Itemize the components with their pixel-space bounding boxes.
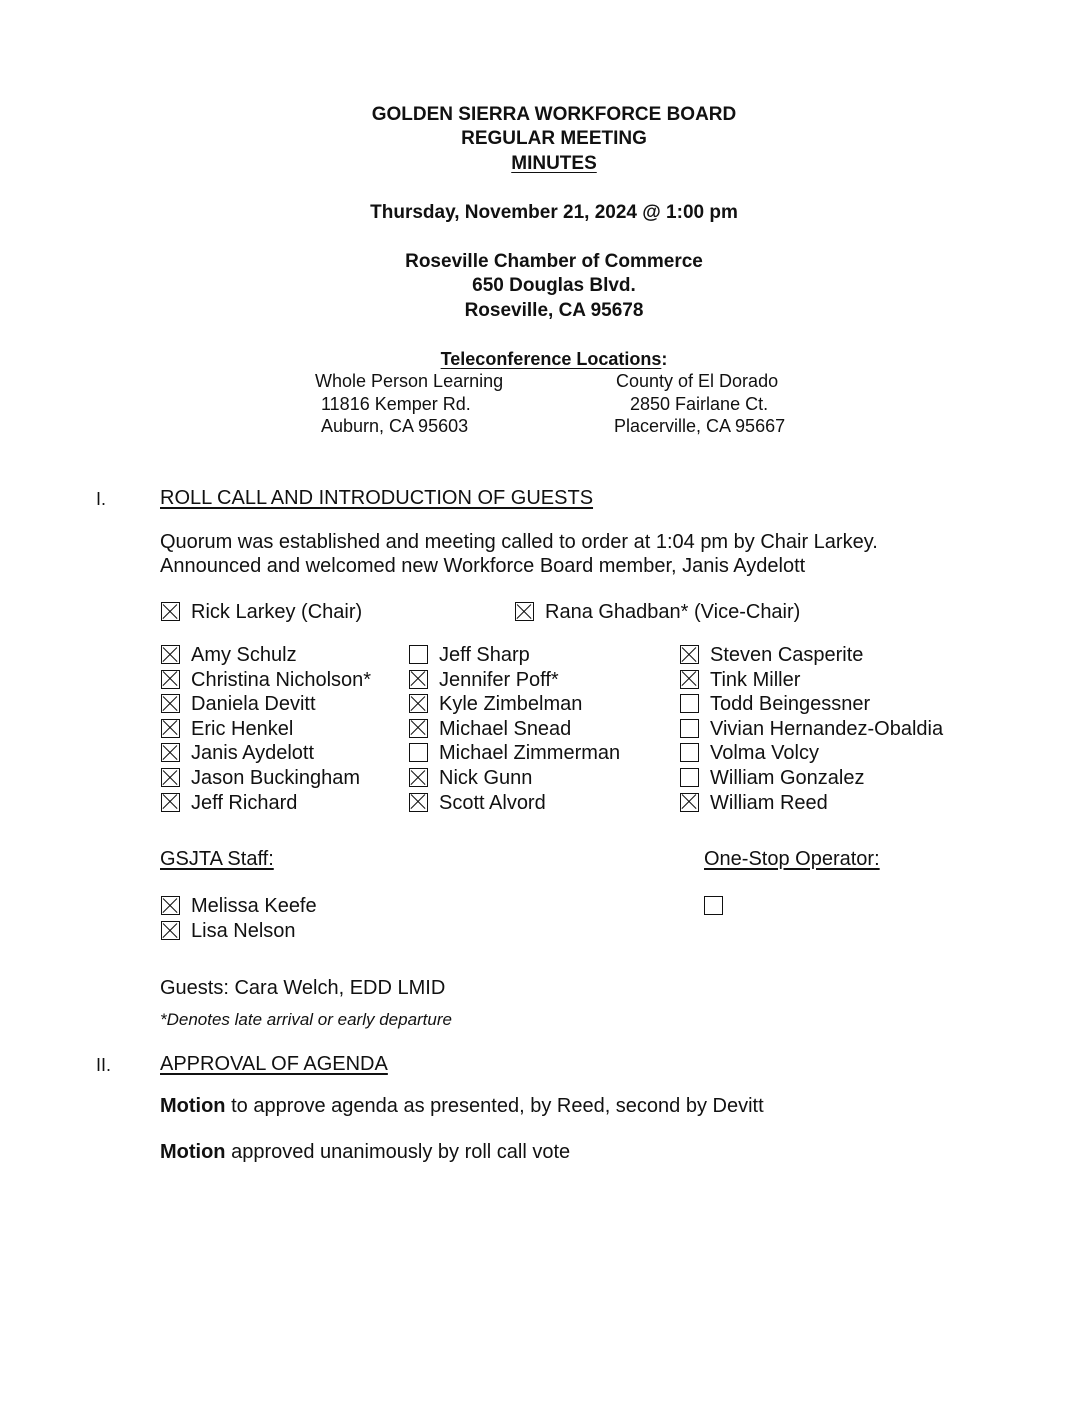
- attendance-checkbox[interactable]: [161, 921, 180, 940]
- guests-text: Guests: Cara Welch, EDD LMID: [160, 977, 446, 999]
- attendance-checkbox[interactable]: [409, 743, 428, 762]
- member-name: Lisa Nelson: [191, 920, 296, 942]
- attendance-checkbox[interactable]: [409, 645, 428, 664]
- attendance-checkbox[interactable]: [161, 793, 180, 812]
- location-city: Roseville, CA 95678: [464, 300, 644, 321]
- doc-type: MINUTES: [511, 153, 597, 174]
- member-name: Christina Nicholson*: [191, 668, 372, 691]
- attendance-checkbox[interactable]: [680, 670, 699, 689]
- member-name: William Reed: [710, 791, 828, 814]
- attendance-checkbox[interactable]: [409, 793, 428, 812]
- motion-1: Motion to approve agenda as presented, by Reed, second by Devitt: [160, 1095, 764, 1117]
- meeting-type: REGULAR MEETING: [461, 128, 647, 149]
- attendance-checkbox[interactable]: [409, 670, 428, 689]
- attendance-checkbox[interactable]: [680, 768, 699, 787]
- member-name: Kyle Zimbelman: [439, 693, 583, 716]
- location-street: 650 Douglas Blvd.: [472, 275, 636, 296]
- attendance-checkbox[interactable]: [680, 743, 699, 762]
- attendance-checkbox[interactable]: [161, 670, 180, 689]
- attendance-checkbox[interactable]: [161, 645, 180, 664]
- member-name: Todd Beingessner: [710, 693, 871, 716]
- member-name: Eric Henkel: [191, 717, 294, 740]
- teleconference-heading: Teleconference Locations:: [440, 349, 668, 369]
- member-name: Janis Aydelott: [191, 742, 315, 765]
- attendance-checkbox[interactable]: [161, 743, 180, 762]
- org-title: GOLDEN SIERRA WORKFORCE BOARD: [371, 104, 737, 125]
- member-name: Jeff Sharp: [439, 644, 530, 666]
- tele-right-name: County of El Dorado: [616, 371, 779, 391]
- member-name: Michael Snead: [439, 717, 572, 740]
- motion-label: Motion: [160, 1141, 226, 1163]
- attendance-checkbox[interactable]: [409, 768, 428, 787]
- attendance-checkbox[interactable]: [161, 602, 180, 621]
- member-name: Jason Buckingham: [191, 767, 360, 789]
- staff-heading: GSJTA Staff:: [160, 848, 274, 870]
- tele-left-street: 11816 Kemper Rd.: [321, 394, 471, 414]
- attendance-checkbox[interactable]: [409, 694, 428, 713]
- tele-left-city: Auburn, CA 95603: [321, 416, 469, 436]
- attendance-checkbox[interactable]: [680, 719, 699, 738]
- operator-heading: One-Stop Operator:: [704, 848, 880, 870]
- member-name: William Gonzalez: [710, 767, 865, 789]
- location-name: Roseville Chamber of Commerce: [405, 251, 703, 272]
- tele-left-name: Whole Person Learning: [315, 371, 504, 391]
- section-1-numeral: I.: [96, 489, 107, 509]
- tele-right-street: 2850 Fairlane Ct.: [630, 394, 769, 414]
- tele-right-city: Placerville, CA 95667: [614, 416, 786, 436]
- meeting-date-time: Thursday, November 21, 2024 @ 1:00 pm: [370, 202, 738, 223]
- member-name: Amy Schulz: [191, 644, 297, 666]
- member-name: Vivian Hernandez-Obaldia: [710, 717, 944, 740]
- member-name: Scott Alvord: [439, 791, 546, 814]
- attendance-checkbox[interactable]: [680, 645, 699, 664]
- motion-label: Motion: [160, 1095, 226, 1117]
- attendance-checkbox[interactable]: [161, 896, 180, 915]
- member-name: Nick Gunn: [439, 767, 533, 789]
- section-1-title: ROLL CALL AND INTRODUCTION OF GUESTS: [160, 487, 594, 509]
- attendance-checkbox[interactable]: [161, 719, 180, 738]
- member-name: Steven Casperite: [710, 644, 864, 666]
- attendance-checkbox[interactable]: [515, 602, 534, 621]
- quorum-text-line1: Quorum was established and meeting called to order at 1:04 pm by Chair Larkey.: [160, 531, 878, 553]
- section-2-numeral: II.: [96, 1055, 112, 1075]
- attendance-checkbox[interactable]: [409, 719, 428, 738]
- attendance-checkbox[interactable]: [680, 694, 699, 713]
- member-name: Daniela Devitt: [191, 693, 316, 716]
- member-name: Jennifer Poff*: [439, 668, 559, 691]
- member-name: Melissa Keefe: [191, 895, 317, 917]
- motion-2: Motion approved unanimously by roll call vote: [160, 1141, 571, 1163]
- operator-checkbox[interactable]: [704, 896, 723, 915]
- member-name: Jeff Richard: [191, 791, 298, 814]
- member-name: Volma Volcy: [710, 742, 819, 765]
- attendance-checkbox[interactable]: [161, 768, 180, 787]
- attendance-checkbox[interactable]: [161, 694, 180, 713]
- attendance-checkbox[interactable]: [680, 793, 699, 812]
- member-name: Tink Miller: [710, 668, 801, 691]
- quorum-text-line2: Announced and welcomed new Workforce Board member, Janis Aydelott: [160, 555, 806, 577]
- footnote: *Denotes late arrival or early departure: [160, 1010, 452, 1029]
- member-name: Michael Zimmerman: [439, 742, 621, 765]
- section-2-title: APPROVAL OF AGENDA: [160, 1053, 388, 1075]
